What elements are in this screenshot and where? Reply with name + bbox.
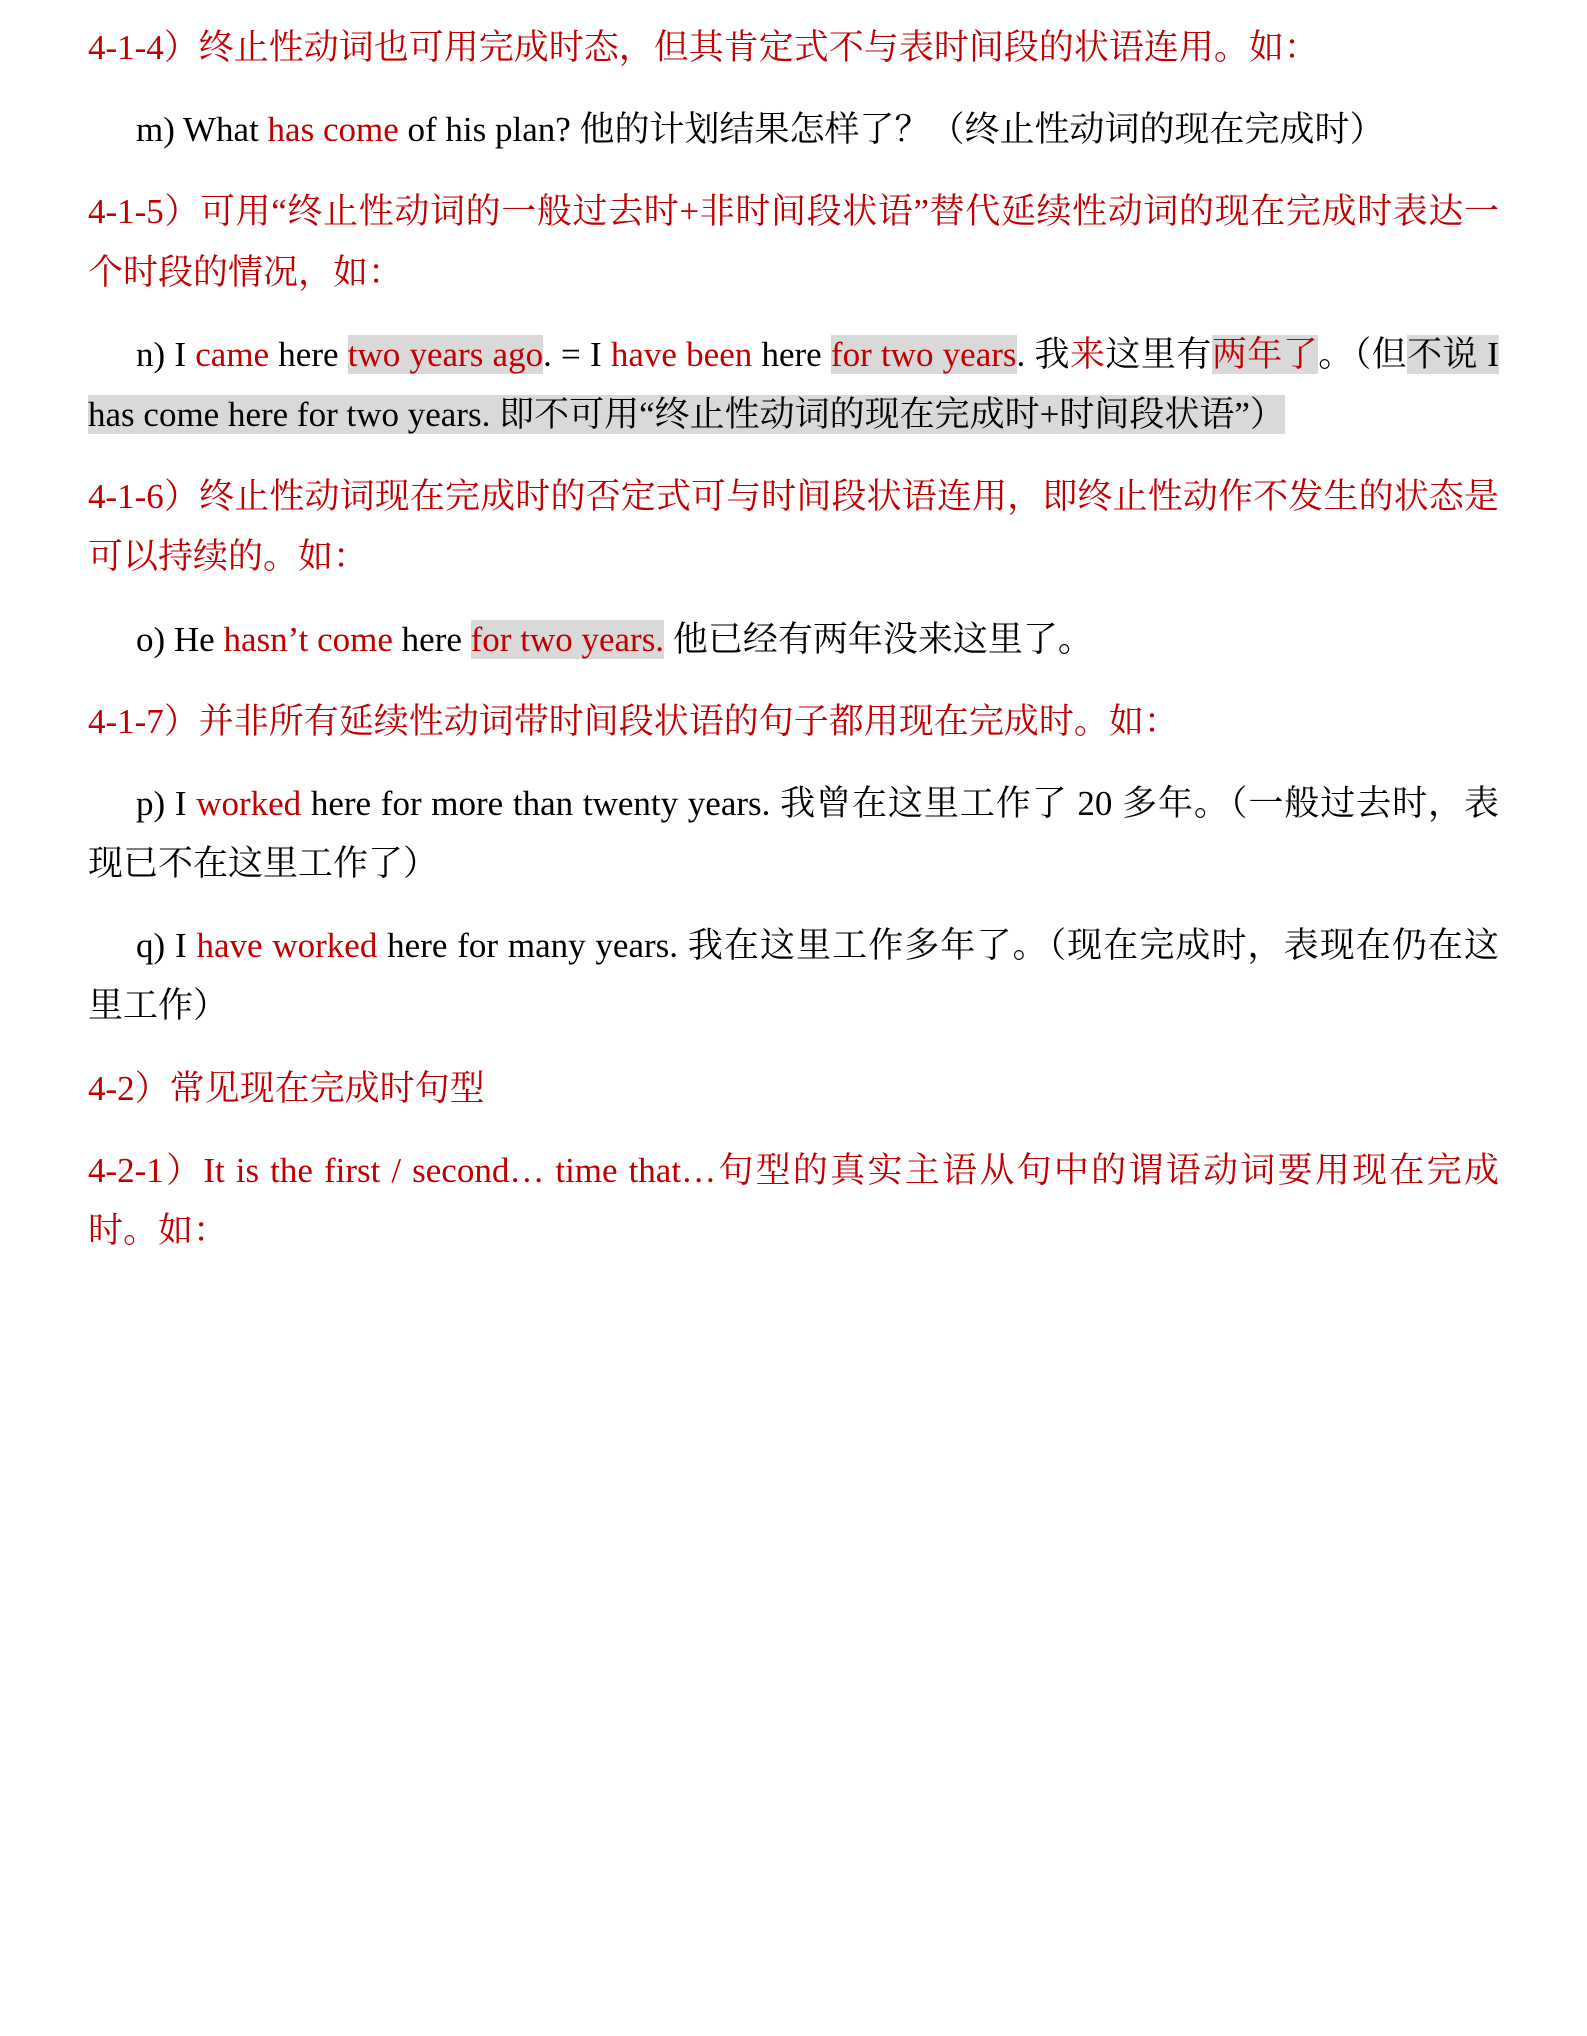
text-run: here <box>392 619 471 659</box>
text-run: m) What <box>136 110 268 150</box>
text-run: 两年了 <box>1211 334 1319 374</box>
text-run: of his plan? 他的计划结果怎样了？（终止性动词的现在完成时） <box>398 110 1385 150</box>
text-run: p) I <box>136 783 197 823</box>
rule-paragraph <box>88 18 1499 78</box>
rule-paragraph <box>88 467 1499 587</box>
example-paragraph <box>88 610 1499 670</box>
example-paragraph <box>88 325 1499 445</box>
rule-paragraph <box>88 1141 1499 1261</box>
text-run: 4-1-5）可用“终止性动词的一般过去时+非时间段状语”替代延续性动词的现在完成时表达一个时段的情况，如： <box>88 192 1499 292</box>
text-run: two years ago <box>347 334 544 374</box>
example-paragraph <box>88 100 1499 160</box>
text-run: hasn’t come <box>223 619 393 659</box>
text-run: o) He <box>136 619 224 659</box>
text-run: 来 <box>1069 334 1106 374</box>
document-body <box>88 18 1499 1261</box>
text-run: 4-1-6）终止性动词现在完成时的否定式可与时间段状语连用，即终止性动作不发生的状态是可以持续的。如： <box>88 477 1499 577</box>
text-run: 这里有 <box>1105 334 1212 374</box>
rule-paragraph <box>88 182 1499 302</box>
text-run: . = I <box>543 334 611 374</box>
text-run: for two years <box>830 334 1017 374</box>
text-run: 不说 I has come here for two years. 即不可用“终止性动词的现在完成时+时间段状语”） <box>88 334 1499 434</box>
text-run: 4-1-7）并非所有延续性动词带时间段状语的句子都用现在完成时。如： <box>88 701 1179 741</box>
text-run: here for more than twenty years. 我曾在这里工作了 20 多年。（一般过去时，表现已不在这里工作了） <box>88 783 1499 884</box>
text-run: 他已经有两年没来这里了。 <box>664 619 1093 659</box>
text-run: has come <box>267 110 399 150</box>
text-run: for two years. <box>470 619 665 659</box>
rule-paragraph <box>88 1059 1499 1119</box>
text-run: here for many years. 我在这里工作多年了。（现在完成时，表现在仍在这里工作） <box>88 926 1499 1026</box>
rule-paragraph <box>88 692 1499 752</box>
text-run: have worked <box>196 926 378 966</box>
text-run: here <box>269 334 348 374</box>
text-run: here <box>752 334 831 374</box>
text-run: have been <box>610 334 753 374</box>
text-run: 4-2）常见现在完成时句型 <box>88 1068 485 1108</box>
text-run: came <box>195 334 270 374</box>
example-paragraph <box>88 916 1499 1036</box>
text-run: 4-2-1）It is the first / second… time that…句型的真实主语从句中的谓语动词要用现在完成时。如： <box>88 1150 1499 1250</box>
text-run: n) I <box>136 334 196 374</box>
text-run: 。（但 <box>1318 334 1408 374</box>
text-run: 4-1-4）终止性动词也可用完成时态，但其肯定式不与表时间段的状语连用。如： <box>88 28 1319 67</box>
text-run: . 我 <box>1016 334 1070 374</box>
text-run: worked <box>196 783 302 823</box>
text-run: q) I <box>136 926 197 966</box>
example-paragraph <box>88 774 1499 894</box>
